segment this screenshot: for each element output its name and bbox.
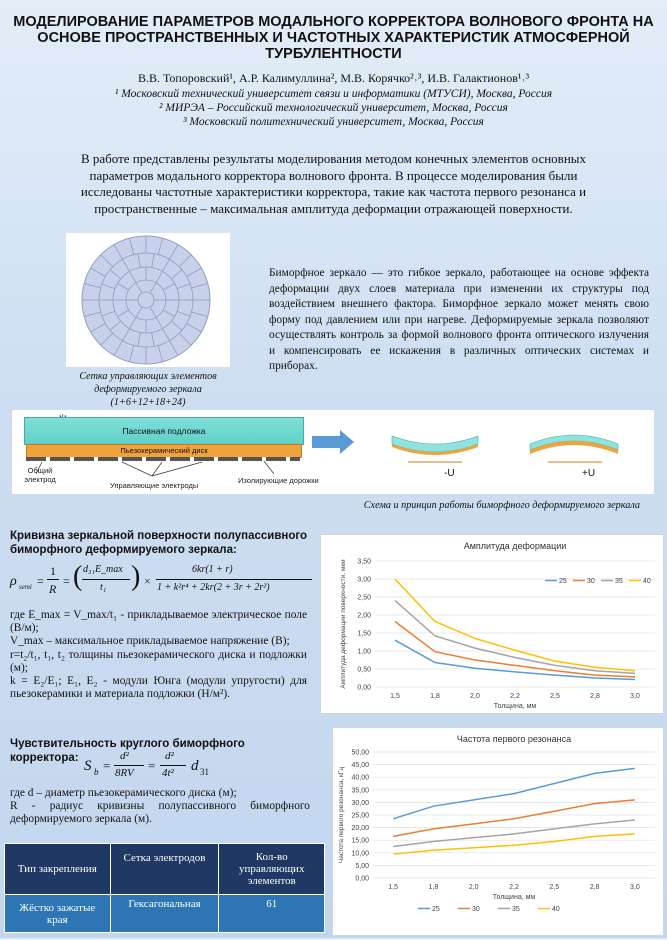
y-tick-label: 40,00 (351, 774, 369, 782)
bimorph-scheme (12, 410, 654, 494)
x-tick-label: 1,5 (388, 884, 399, 891)
y-tick-label: 2,00 (357, 612, 371, 620)
y-tick-label: 10,00 (351, 850, 369, 858)
passive-substrate: Пассивная подложка (24, 417, 304, 445)
y-tick-label: 15,00 (351, 837, 369, 845)
plus-u-label: +U (582, 468, 596, 479)
y-tick-label: 5,00 (355, 862, 369, 870)
legend-label-25: 25 (432, 906, 440, 913)
table-header-cell: Сетка электродов (110, 844, 219, 895)
authors: В.В. Топоровский¹, А.Р. Калимуллина², М.В. Корячко²˒³, И.В. Галактионов¹˒³ (137, 71, 530, 85)
paper-title: МОДЕЛИРОВАНИЕ ПАРАМЕТРОВ МОДАЛЬНОГО КОРРЕКТОРА ВОЛНОВОГО ФРОНТА НА ОСНОВЕ ПРОСТРАНСТВЕННЫХ И ЧАСТОТНЫХ ХАРАКТЕРИСТИК АТМОСФЕРНОЙ ТУРБУЛЕНТНОСТИ (13, 14, 654, 62)
chart-amplitude (320, 534, 664, 714)
x-tick-label: 2,8 (590, 693, 600, 700)
affiliation-3: ³ Московский политехнический университет, Москва, Россия (183, 116, 484, 128)
legend-label-25: 25 (559, 578, 567, 585)
y-axis-label: Амплитуда деформации поверхности, мкм (340, 559, 347, 689)
curvature-line-4: k = E₂/E₁; E₁, E₂ - модули Юнга (модули упругости) для пьезокерамики и материала подложки (Н/м²). (10, 675, 307, 701)
mesh-caption: Сетка управляющих элементов деформируемого зеркала (1+6+12+18+24) (79, 371, 217, 408)
bimorph-description: Биморфное зеркало — это гибкое зеркало, работающее на основе эффекта деформации двух слоев материала при изменении их структуры под воздействием внешнего фактора. Биморфное зеркало может менять свою форму под давлением или при нагреве. Деформируемые зеркала позволяют осуществлять контроль за формой волнового фронта оптического излучения и компенсировать ее искажения в различных оптических системах и приборах. (269, 267, 649, 372)
y-tick-label: 1,50 (357, 630, 371, 638)
config-table (4, 843, 325, 933)
y-tick-label: 0,00 (355, 875, 369, 883)
x-tick-label: 1,5 (390, 693, 400, 700)
control-electrodes-label: Управляющие электроды (110, 481, 199, 490)
y-tick-label: 20,00 (351, 825, 369, 833)
x-tick-label: 2,8 (589, 884, 600, 891)
abstract: В работе представлены результаты моделирования методом конечных элементов основных параметров модального корректора волнового фронта. В процессе моделирования были исследованы частотные характеристики корректора, такие как частота первого резонанса и пространственные – максимальная амплитуда деформации отражающей поверхности. (80, 151, 587, 216)
chart-resonance-svg (333, 728, 663, 935)
curvature-legend (10, 609, 307, 701)
x-tick-label: 1,8 (430, 693, 440, 700)
x-tick-label: 2,0 (468, 884, 479, 891)
sensitivity-line-2: R - радиус кривизны полупассивного биморфного деформируемого зеркала (м). (10, 800, 310, 826)
x-tick-label: 3,0 (629, 884, 640, 891)
legend-label-35: 35 (615, 578, 623, 585)
affiliation-1: ¹ Московский технический университет связи и информатики (МТУСИ), Москва, Россия (114, 88, 553, 100)
curvature-line-1: где E_max = V_max/t₁ - прикладываемое электрическое поле (В/м); (10, 609, 307, 635)
series-line-40 (393, 834, 635, 854)
affiliation-2: ² МИРЭА – Российский технологический университет, Москва, Россия (159, 102, 508, 114)
arrow-right-icon (312, 430, 354, 454)
chart-title: Частота первого резонанса (456, 734, 572, 744)
x-tick-label: 1,8 (428, 884, 439, 891)
series-line-35 (395, 601, 635, 674)
y-tick-label: 50,00 (351, 749, 369, 757)
x-tick-label: 2,5 (550, 693, 560, 700)
legend-label-35: 35 (512, 906, 520, 913)
insulating-tracks-label: Изолирующие дорожки (238, 476, 319, 485)
curvature-line-2: V_max – максимальное прикладываемое напряжение (В); (10, 635, 290, 648)
chart-amplitude-svg (321, 535, 663, 713)
chart-title: Амплитуда деформации (463, 541, 567, 551)
x-tick-label: 2,0 (470, 693, 480, 700)
curvature-heading: Кривизна зеркальной поверхности полупассивного биморфного деформируемого зеркала: (10, 530, 308, 556)
legend-label-30: 30 (472, 906, 480, 913)
table-header-cell: Кол-во управляющих элементов (219, 844, 325, 895)
x-axis-label: Толщина, мм (492, 894, 536, 901)
x-tick-label: 2,5 (549, 884, 560, 891)
table-header-row (5, 844, 325, 895)
sensitivity-heading: Чувствительность круглого биморфного корректора: (10, 738, 245, 764)
table-cell: Жёстко зажатые края (5, 895, 111, 933)
minus-u-label: -U (444, 468, 455, 479)
sensitivity-legend (10, 787, 310, 827)
sensitivity-line-1: где d – диаметр пьезокерамического диска (м); (10, 787, 237, 799)
scheme-caption: Схема и принцип работы биморфного деформируемого зеркала (363, 500, 640, 511)
x-axis-label: Толщина, мм (493, 703, 537, 710)
y-tick-label: 3,00 (357, 576, 371, 584)
table-header-cell: Тип закрепления (5, 844, 111, 895)
mirror-mesh-drawing (66, 233, 230, 367)
legend-label-40: 40 (552, 906, 560, 913)
series-line-35 (393, 820, 635, 846)
x-tick-label: 2,2 (510, 693, 520, 700)
y-tick-label: 30,00 (351, 799, 369, 807)
y-tick-label: 3,50 (357, 558, 371, 566)
series-line-30 (395, 621, 635, 676)
curvature-line-3: r=t₂/t₁, t₁, t₂ толщины пьезокерамического диска и подложки (м); (10, 648, 307, 674)
y-tick-label: 0,00 (357, 684, 371, 692)
scheme-deformation (312, 422, 652, 482)
sensitivity-formula: S b = d² 8RV = d² 4t² d 31 (84, 750, 209, 779)
y-axis-label: Частота первого резонанса, кГц (338, 766, 345, 864)
table-cell: 61 (219, 895, 325, 933)
x-tick-label: 3,0 (630, 693, 640, 700)
y-tick-label: 35,00 (351, 787, 369, 795)
y-tick-label: 2,50 (357, 594, 371, 602)
x-tick-label: 2,2 (509, 884, 519, 891)
y-tick-label: 0,50 (357, 666, 371, 674)
legend-label-40: 40 (643, 578, 651, 585)
y-tick-label: 45,00 (351, 762, 369, 770)
y-tick-label: 1,00 (357, 648, 371, 656)
mirror-mesh-figure (66, 233, 230, 367)
y-tick-label: 25,00 (351, 812, 369, 820)
legend-label-30: 30 (587, 578, 595, 585)
chart-resonance (332, 727, 664, 936)
series-line-25 (393, 768, 635, 818)
table-row (5, 895, 325, 933)
series-line-25 (395, 640, 635, 679)
series-line-30 (393, 800, 635, 837)
curvature-formula: ρ semi = 1 R = ( d₃₁E_max t₁ ) × 6kr(1 + r) 1 + k²r⁴ + 2kr(2 + 3r + 2r²) (10, 562, 315, 604)
common-electrode-label: Общий электрод (24, 466, 56, 484)
table-cell: Гексагональная (110, 895, 219, 933)
piezo-disk: Пьезокерамический диск (26, 444, 302, 458)
